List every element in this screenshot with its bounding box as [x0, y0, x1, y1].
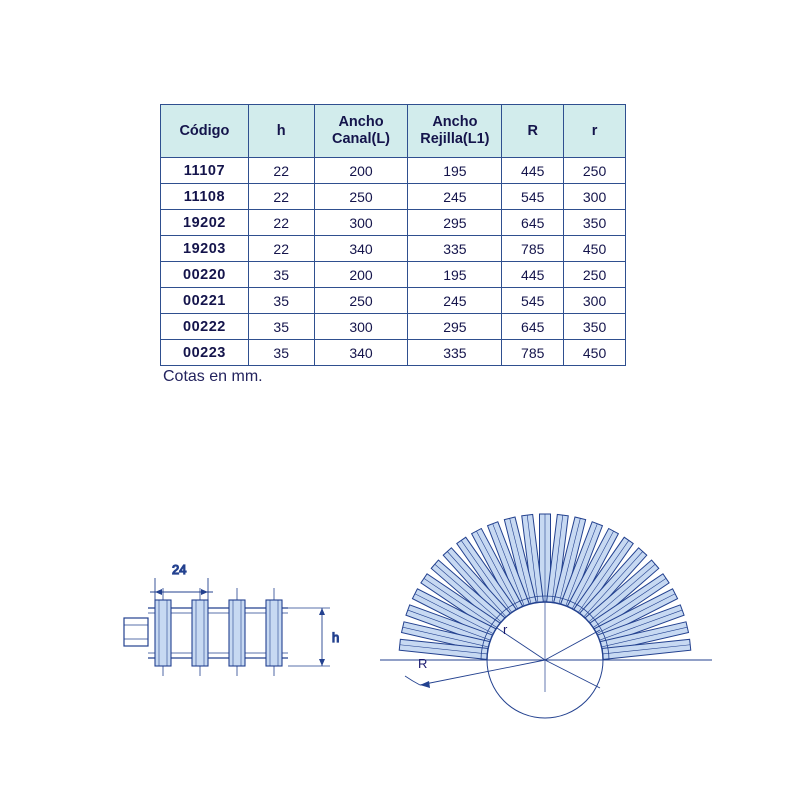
cell-h: 35 — [248, 314, 314, 340]
column-header-R-line1: R — [527, 122, 538, 139]
cell-r: 350 — [564, 314, 626, 340]
cell-R: 545 — [502, 288, 564, 314]
technical-drawings — [0, 480, 800, 740]
column-header-codigo — [161, 105, 249, 158]
cell-ancho-canal: 340 — [314, 236, 408, 262]
cell-ancho-canal: 200 — [314, 158, 408, 184]
cell-codigo: 00223 — [161, 340, 249, 366]
table-row — [161, 236, 626, 262]
height-label: h — [332, 630, 340, 645]
R-arc — [405, 676, 420, 685]
cell-ancho-canal: 250 — [314, 184, 408, 210]
inner-radius-label: r — [503, 622, 508, 637]
column-header-ancho-rejilla-line2: Rejilla(L1) — [420, 131, 490, 147]
table-row — [161, 210, 626, 236]
column-header-ancho-canal-line2: Canal(L) — [332, 131, 390, 147]
table-row — [161, 314, 626, 340]
cell-ancho-rejilla: 295 — [408, 210, 502, 236]
outer-radius-label: R — [418, 656, 428, 671]
column-header-h-line1: h — [276, 122, 286, 139]
cell-codigo: 11107 — [161, 158, 249, 184]
cell-r: 450 — [564, 340, 626, 366]
cell-ancho-rejilla: 245 — [408, 184, 502, 210]
height-dimension — [319, 608, 339, 666]
cell-ancho-rejilla: 335 — [408, 236, 502, 262]
cell-R: 785 — [502, 340, 564, 366]
cell-r: 350 — [564, 210, 626, 236]
spec-table-container — [160, 104, 626, 366]
cell-r: 250 — [564, 158, 626, 184]
cell-ancho-rejilla: 245 — [408, 288, 502, 314]
cell-h: 22 — [248, 236, 314, 262]
column-header-ancho-rejilla-line1: Ancho — [432, 114, 478, 130]
cell-R: 785 — [502, 236, 564, 262]
cell-R: 445 — [502, 262, 564, 288]
cell-h: 35 — [248, 262, 314, 288]
column-header-ancho-canal-line1: Ancho — [338, 114, 384, 130]
cell-R: 545 — [502, 184, 564, 210]
cell-ancho-canal: 340 — [314, 340, 408, 366]
cell-R: 645 — [502, 210, 564, 236]
cell-ancho-rejilla: 195 — [408, 158, 502, 184]
side-view-drawing — [124, 562, 339, 676]
column-header-r — [564, 105, 626, 158]
cell-codigo: 19202 — [161, 210, 249, 236]
table-body — [161, 158, 626, 366]
column-header-ancho-rejilla — [408, 105, 502, 158]
cell-h: 22 — [248, 158, 314, 184]
cell-r: 300 — [564, 288, 626, 314]
arc-view-drawing — [380, 514, 712, 718]
cell-codigo: 00221 — [161, 288, 249, 314]
column-header-codigo-line1: Código — [179, 122, 230, 139]
table-row — [161, 340, 626, 366]
cell-ancho-canal: 300 — [314, 314, 408, 340]
cell-h: 22 — [248, 184, 314, 210]
cell-ancho-rejilla: 335 — [408, 340, 502, 366]
cell-R: 645 — [502, 314, 564, 340]
grating-bars — [155, 600, 282, 666]
cell-codigo: 11108 — [161, 184, 249, 210]
cell-r: 450 — [564, 236, 626, 262]
cell-h: 35 — [248, 340, 314, 366]
spec-table — [160, 104, 626, 366]
table-header — [161, 105, 626, 158]
cell-ancho-canal: 200 — [314, 262, 408, 288]
cell-h: 35 — [248, 288, 314, 314]
column-header-r-line1: r — [591, 122, 598, 139]
table-row — [161, 288, 626, 314]
cell-ancho-canal: 250 — [314, 288, 408, 314]
units-note: Cotas en mm. — [163, 368, 263, 385]
cell-ancho-rejilla: 195 — [408, 262, 502, 288]
cell-codigo: 19203 — [161, 236, 249, 262]
column-header-h — [248, 105, 314, 158]
table-row — [161, 158, 626, 184]
cell-ancho-canal: 300 — [314, 210, 408, 236]
table-header-row — [161, 105, 626, 158]
cell-r: 300 — [564, 184, 626, 210]
cell-codigo: 00222 — [161, 314, 249, 340]
drawings-svg — [0, 480, 800, 740]
cell-codigo: 00220 — [161, 262, 249, 288]
cell-r: 250 — [564, 262, 626, 288]
cell-h: 22 — [248, 210, 314, 236]
table-row — [161, 262, 626, 288]
cell-ancho-rejilla: 295 — [408, 314, 502, 340]
cell-R: 445 — [502, 158, 564, 184]
column-header-R — [502, 105, 564, 158]
table-row — [161, 184, 626, 210]
column-header-ancho-canal — [314, 105, 408, 158]
pitch-label: 24 — [172, 562, 187, 577]
